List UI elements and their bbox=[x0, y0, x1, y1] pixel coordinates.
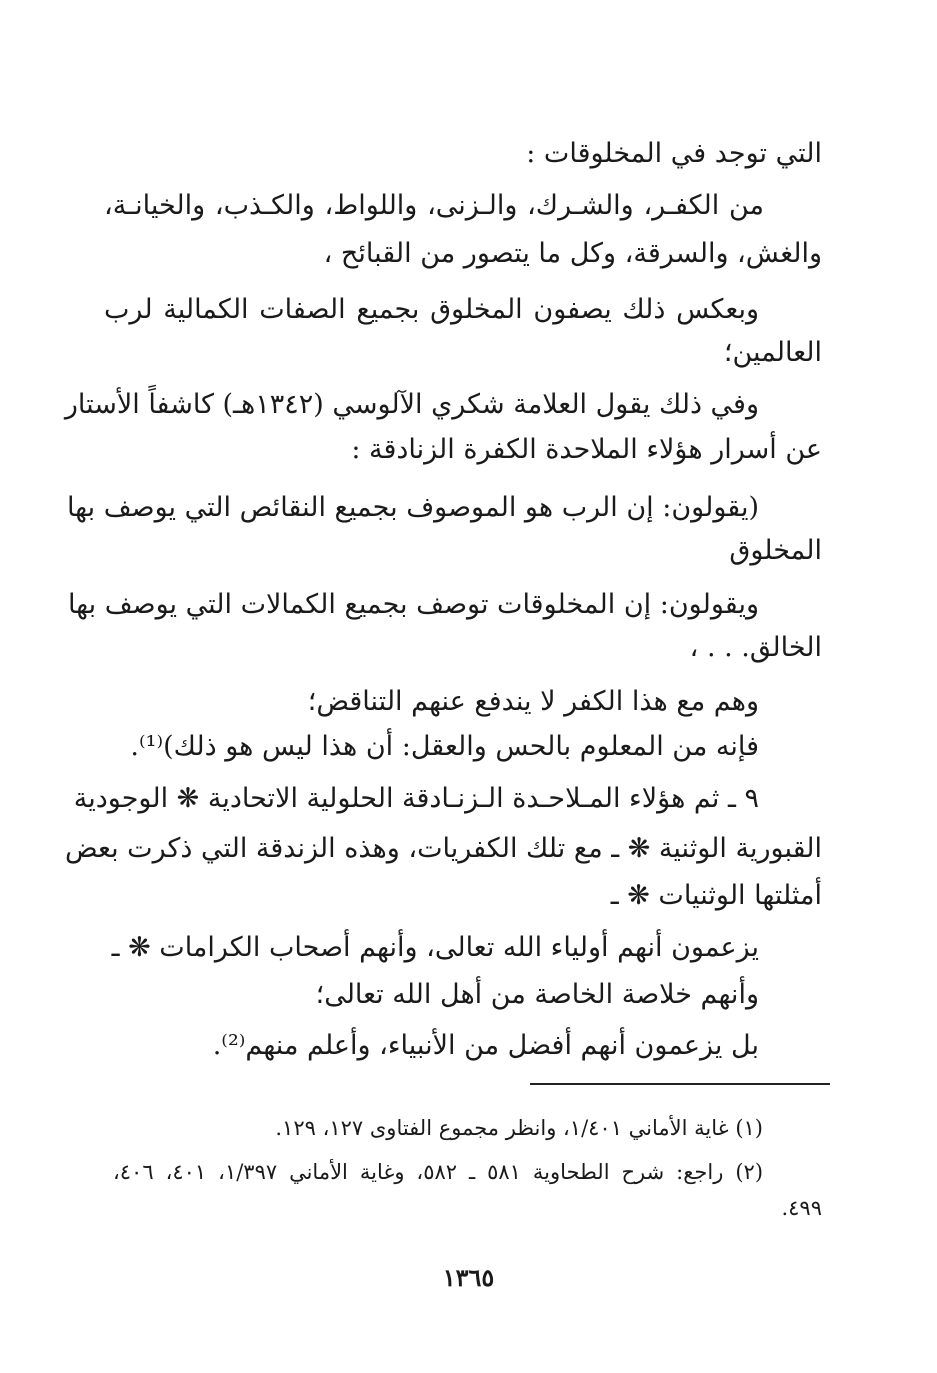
text-line-13: فإنه من المعلوم بالحس والعقل: أن هذا ليس هو ذلك)⁽¹⁾. bbox=[130, 731, 759, 762]
text-line-4: وبعكس ذلك يصفون المخلوق بجميع الصفات الكمالية لرب bbox=[104, 294, 759, 325]
text-line-12: وهم مع هذا الكفر لا يندفع عنهم التناقض؛ bbox=[307, 686, 759, 717]
text-line-8: (يقولون: إن الرب هو الموصوف بجميع النقائص التي يوصف بها bbox=[66, 492, 759, 523]
text-line-5: العالمين؛ bbox=[723, 337, 822, 368]
footnote-1: (١) غاية الأماني ١/٤٠١، وانظر مجموع الفتاوى ١٢٧، ١٢٩. bbox=[275, 1116, 763, 1140]
text-line-2: من الكفـر، والشـرك، والـزنى، واللواط، والكـذب، والخيانـة، bbox=[104, 190, 764, 221]
text-line-16: أمثلتها الوثنيات ❋ ـ bbox=[610, 880, 822, 911]
text-line-14: ٩ ـ ثم هؤلاء المـلاحـدة الـزنـادقة الحلولية الاتحادية ❋ الوجودية bbox=[73, 783, 759, 814]
text-line-9: المخلوق bbox=[729, 535, 822, 566]
text-line-18: وأنهم خلاصة الخاصة من أهل الله تعالى؛ bbox=[315, 979, 759, 1010]
text-line-7: عن أسرار هؤلاء الملاحدة الكفرة الزنادقة : bbox=[351, 434, 822, 465]
text-line-1: التي توجد في المخلوقات : bbox=[526, 138, 822, 169]
text-line-19: بل يزعمون أنهم أفضل من الأنبياء، وأعلم منهم⁽²⁾. bbox=[212, 1030, 759, 1061]
text-line-3: والغش، والسرقة، وكل ما يتصور من القبائح ، bbox=[323, 238, 822, 269]
text-line-15: القبورية الوثنية ❋ ـ مع تلك الكفريات، وهذه الزندقة التي ذكرت بعض bbox=[64, 833, 822, 864]
footnote-2-continuation: ٤٩٩. bbox=[781, 1196, 822, 1220]
footnote-2: (٢) راجع: شرح الطحاوية ٥٨١ ـ ٥٨٢، وغاية الأماني ١/٣٩٧، ٤٠١، ٤٠٦، bbox=[113, 1160, 764, 1184]
text-line-10: ويقولون: إن المخلوقات توصف بجميع الكمالات التي يوصف بها bbox=[67, 589, 759, 620]
text-line-17: يزعمون أنهم أولياء الله تعالى، وأنهم أصحاب الكرامات ❋ ـ bbox=[111, 932, 759, 963]
text-line-6: وفي ذلك يقول العلامة شكري الآلوسي (١٣٤٢هـ) كاشفاً الأستار bbox=[64, 389, 759, 420]
footnote-separator bbox=[530, 1083, 830, 1085]
page-number: ١٣٦٥ bbox=[442, 1263, 495, 1292]
text-line-11: الخالق. . . ، bbox=[689, 632, 822, 663]
